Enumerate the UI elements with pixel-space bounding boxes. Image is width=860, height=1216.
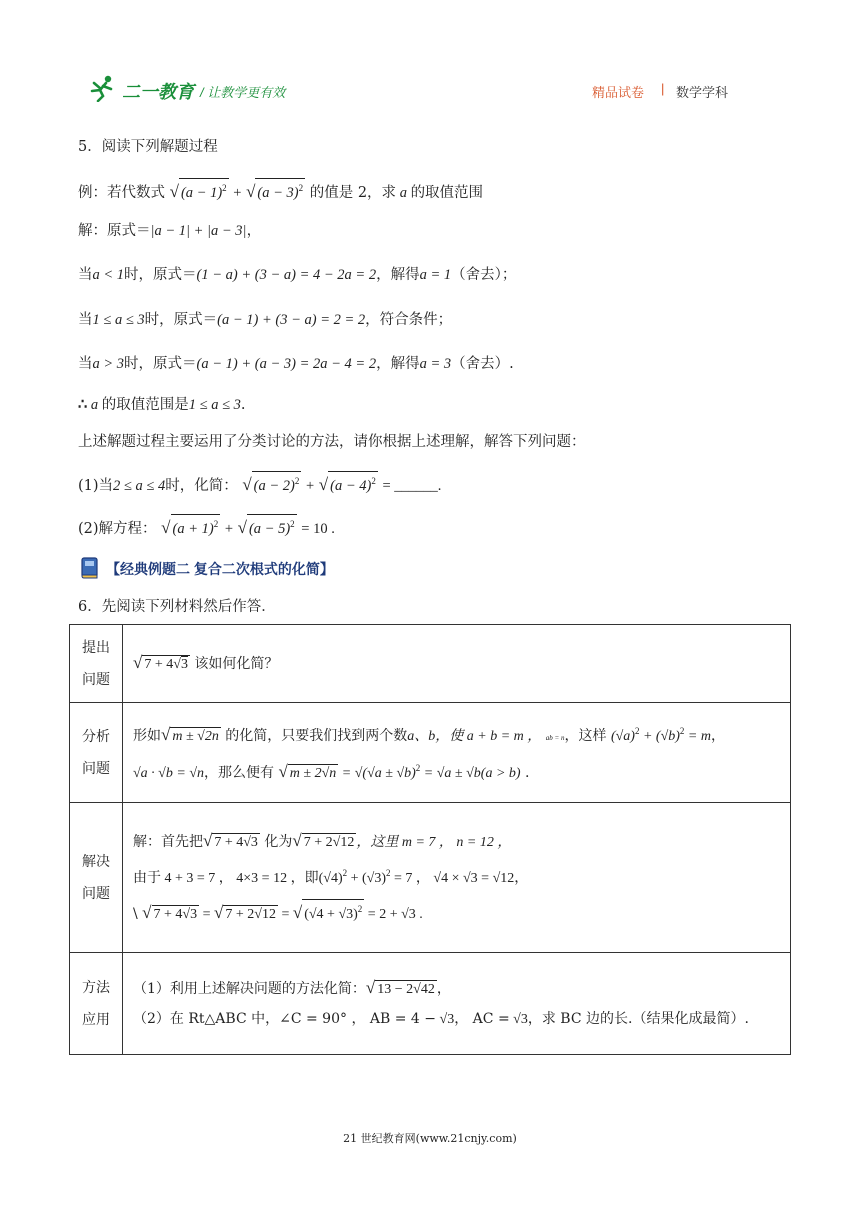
table-row: 解决 问题 解：首先把√ 7 + 4√3 化为√ 7 + 2√12 ，这里 m = 7 ， n = 12 ， 由于 4 + 3 = 7 ， 4×3 = 12 ，即$(√4)^2 + (√3)^2 = 7$ ， √4 × √3 = √12， \ √ 7 + 4√3 = √ 7 + 2√12 = √ $(√4 + √3)^2 = 2 + √3$ . — [70, 803, 791, 953]
sqrt-expr: $(a - 1)^2$ — [179, 178, 229, 202]
table-row: 提出 问题 √ 7 + 4√3 该如何化简？ — [70, 625, 791, 703]
header-separator: | — [661, 81, 665, 96]
section-title: 【经典例题二 复合二次根式的化简】 — [106, 561, 334, 577]
sqrt-expr: 7 + 4√3 — [144, 657, 188, 672]
q5-case3: 当a > 3时，原式＝(a − 1) + (a − 3) = 2a − 4 = 2，解得a = 3（舍去）. — [78, 356, 514, 372]
book-icon — [78, 556, 102, 580]
logo-text: 二一教育 — [122, 82, 194, 102]
row-label: 分析 问题 — [70, 703, 123, 803]
row-label: 解决 问题 — [70, 803, 123, 953]
row-label: 方法 应用 — [70, 953, 123, 1055]
sqrt-expr: $(a - 4)^2$ — [328, 471, 378, 495]
sqrt-expr: $(a - 2)^2$ — [252, 471, 302, 495]
header-label: 精品试卷 — [592, 85, 645, 100]
slogan: / 让教学更有效 — [200, 85, 286, 100]
q5-title: 5．阅读下列解题过程 — [78, 139, 218, 155]
row-label: 提出 问题 — [70, 625, 123, 703]
q5-solution: 解：原式＝|a − 1| + |a − 3|， — [78, 223, 262, 239]
sqrt-expr: $(a - 5)^2$ — [247, 514, 297, 538]
q5-case1: 当a < 1时，原式＝(1 − a) + (3 − a) = 4 − 2a = 2，解得a = 1（舍去）； — [78, 267, 517, 283]
q5-conclusion: ∴ a 的取值范围是1 ≤ a ≤ 3. — [78, 396, 246, 413]
header-subject: 数学学科 — [676, 85, 729, 100]
table-row: 方法 应用 （1）利用上述解决问题的方法化简：√ 13 − 2√42 ， （2）在 Rt△ABC 中，∠C = 90° ， AB = 4 − √3， AC = √3，求 BC 边的长.（结果化成最简）. — [70, 953, 791, 1055]
q5-part2: (2)解方程： √ $(a + 1)^2$ + √ $(a - 5)^2 = 10$ . — [78, 514, 335, 539]
table-row: 分析 问题 形如√ m ± √2n 的化简，只要我们找到两个数a、b，使 a + b = m ， ab = n，这样 $(√a)^2 + (√b)^2 = m$， √a · √b = √n，那么便有 √ $m \pm 2√n = √(√a \pm √b)^2 = √a \pm √b(a > b)$ . — [70, 703, 791, 803]
q6-title: 6．先阅读下列材料然后作答． — [78, 599, 276, 615]
q5-case2: 当1 ≤ a ≤ 3时，原式＝(a − 1) + (3 − a) = 2 = 2，符合条件； — [78, 312, 453, 328]
q5-example: 例：若代数式 √ $(a - 1)^2$ + √ $(a - 3)^2$ 的值是 2，求 a 的取值范围 — [78, 178, 483, 203]
q5-summary: 上述解题过程主要运用了分类讨论的方法，请你根据上述理解，解答下列问题： — [78, 434, 586, 450]
sqrt-expr: $(a + 1)^2$ — [171, 514, 221, 538]
sqrt-expr: $(a - 3)^2$ — [255, 178, 305, 202]
q5-part1: (1)当2 ≤ a ≤ 4时，化简： √ $(a - 2)^2$ + √ $(a - 4)^2$ = ______. — [78, 471, 441, 496]
runner-logo-icon — [88, 74, 118, 102]
footer: 21 世纪教育网(www.21cnjy.com) — [343, 1132, 517, 1145]
header — [88, 72, 768, 108]
material-table — [69, 624, 791, 1055]
